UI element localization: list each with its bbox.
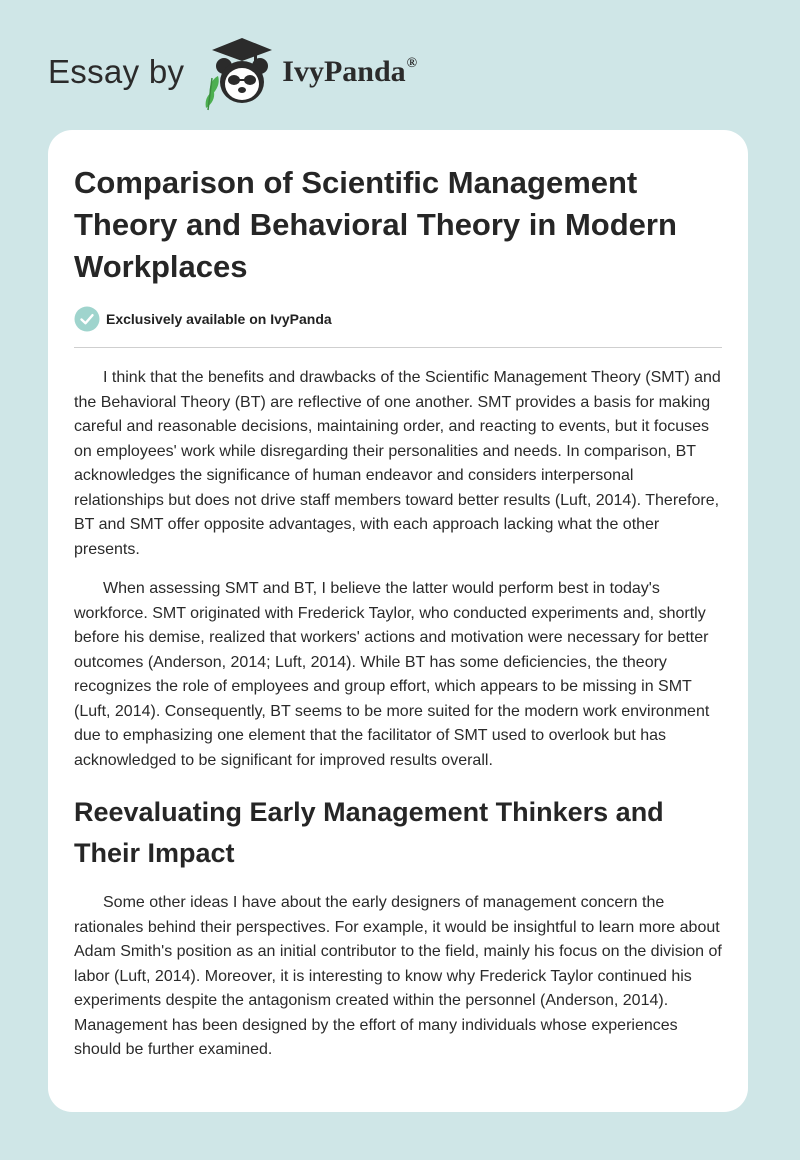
check-badge-icon [74, 306, 100, 332]
essay-card [48, 130, 748, 1112]
section-heading: Reevaluating Early Management Thinkers and Their Impact [74, 797, 664, 868]
panda-logo-icon [198, 32, 278, 112]
brand-name: IvyPanda® [282, 55, 418, 88]
brand-header[interactable] [48, 32, 417, 112]
paragraph: Some other ideas I have about the early designers of management concern the rationales behind their perspectives. For example, it would be insightful to learn more about Adam Smith's position as an initial contributor to the field, mainly his focus on the division of labor (Luft, 2014). Moreover, it is interesting to know why Frederick Taylor continued his experiments despite the antagonism created within the personnel (Anderson, 2014). Management has been designed by the effort of many individuals whose experiences should be further examined. [74, 894, 722, 1058]
divider [74, 347, 722, 348]
paragraph: I think that the benefits and drawbacks of the Scientific Management Theory (SMT) and the Behavioral Theory (BT) are reflective of one another. SMT provides a basis for making careful and reasonable decisions, maintaining order, and reacting to events, but it focuses on employees' work while disregarding their personalities and needs. In comparison, BT acknowledges the significance of human endeavor and considers interpersonal relationships but does not drive staff members toward better results (Luft, 2014). Therefore, BT and SMT offer opposite advantages, with each approach lacking what the other presents. [74, 369, 721, 558]
essay-title: Comparison of Scientific Management Theory and Behavioral Theory in Modern Workplaces [74, 165, 677, 284]
brand-prefix: Essay by [48, 53, 185, 90]
badge-text: Exclusively available on IvyPanda [106, 311, 332, 327]
exclusive-badge [74, 306, 722, 332]
paragraph: When assessing SMT and BT, I believe the latter would perform best in today's workforce. SMT originated with Frederick Taylor, who conducted experiments and, shortly before his demise, realized that workers' actions and motivation were necessary for better outcomes (Anderson, 2014; Luft, 2014). While BT has some deficiencies, the theory recognizes the role of employees and group effort, which appears to be missing in SMT (Luft, 2014). Consequently, BT seems to be more suited for the modern work environment due to emphasizing one element that the facilitator of SMT used to overlook but has acknowledged to be significant for improved results overall. [74, 580, 710, 769]
essay-content [74, 162, 722, 1063]
